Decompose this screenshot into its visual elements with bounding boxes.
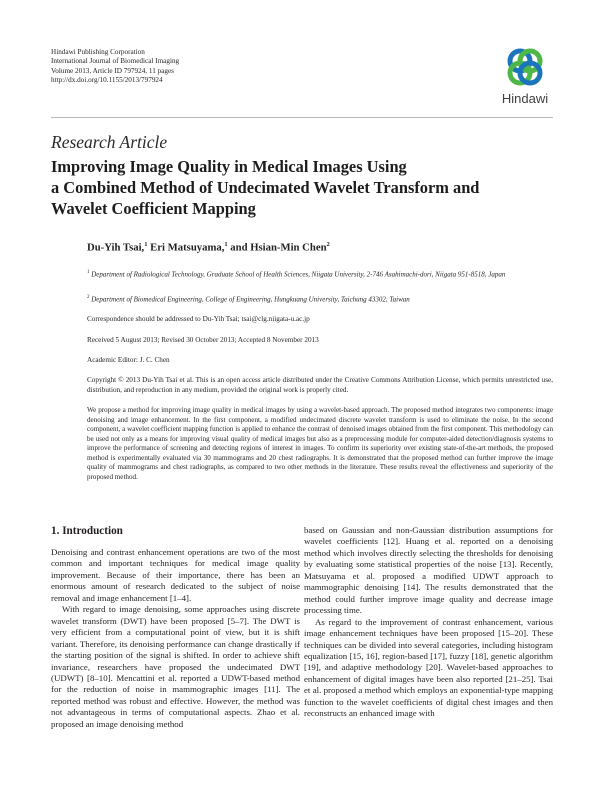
- left-column: [51, 547, 300, 730]
- hindawi-logo: [496, 46, 554, 106]
- affiliation-text: Department of Radiological Technology, Graduate School of Health Sciences, Niigata University, 2-746 Asahimachi-dori, Niigata 951-8518, Japan: [89, 270, 506, 279]
- title-line: Improving Image Quality in Medical Images Using: [51, 157, 407, 176]
- journal-name: International Journal of Biomedical Imaging: [51, 57, 180, 66]
- hindawi-logo-text: Hindawi: [501, 91, 549, 106]
- publication-info: [51, 48, 179, 86]
- affiliation-number: 2: [87, 295, 90, 300]
- author-name: Du-Yih Tsai,: [87, 241, 145, 254]
- publisher-name: Hindawi Publishing Corporation: [51, 48, 145, 56]
- correspondence: Correspondence should be addressed to Du-Yih Tsai; tsai@clg.niigata-u.ac.jp: [87, 315, 310, 323]
- paragraph: As regard to the improvement of contrast enhancement, various image enhancement techniques have been proposed [15–20]. These techniques can be divided into several categories, including histogram equalization [15, 16], region-based [17], fuzzy [18], genetic algorithm [19], and adaptive methodology [20]. Wavelet-based approaches to enhancement of digital images have been also reported [21–25]. Tsai et al. proposed a method which employs an exponential-type mapping function to the wavelet coefficients of digital chest images and then reconstructs an enhanced image with: [304, 616, 553, 719]
- received-dates: Received 5 August 2013; Revised 30 October 2013; Accepted 8 November 2013: [87, 336, 319, 344]
- paragraph: Denoising and contrast enhancement operations are two of the most common and important techniques for medical image quality improvement. Because of their importance, there has been an enormous amount of research dedicated to the subject of noise removal and image enhancement [1–4].: [51, 547, 300, 603]
- affiliation-2: [87, 293, 549, 305]
- abstract: We propose a method for improving image quality in medical images by using a wavelet-based approach. The proposed method integrates two components: image denoising and image enhancement. In the first component, a modified undecimated discrete wavelet transform is used to eliminate the noise. In the second component, a wavelet coefficient mapping function is applied to enhance the contrast of denoised images obtained from the first component. This methodology can be used not only as a means for improving visual quality of medical images but also as a preprocessing module for computer-aided detection/diagnosis systems to improve the performance of screening and detecting regions of interest in images. To confirm its superiority over existing state-of-the-art methods, the proposed method is experimentally evaluated via 30 mammograms and 20 chest radiographs. It is demonstrated that the proposed method can further improve the image quality of mammograms and chest radiographs, as compared to two other methods in the literature. These results reveal the effectiveness and superiority of the proposed method.: [87, 406, 553, 481]
- hindawi-rings-icon: [496, 46, 554, 92]
- author-list: [87, 241, 330, 254]
- paragraph: With regard to image denoising, some approaches using discrete wavelet transform (DWT) have been proposed [5–7]. The DWT is very efficient from a computational point of view, but it is shift variant. Therefore, its denoising performance can change drastically if the starting position of the signal is shifted. In order to achieve shift invariance, researchers have proposed the undecimated DWT (UDWT) [8–10]. Mencattini et al. reported a UDWT-based method for the reduction of noise in mammographic images [11]. The reported method was robust and effective. However, the method was not advantageous in terms of computational aspects. Zhao et al. proposed an image denoising method: [51, 604, 300, 729]
- author-affiliation-mark: 1: [224, 241, 228, 248]
- section-heading: 1. Introduction: [51, 525, 123, 537]
- author-name: Eri Matsuyama,: [147, 241, 225, 254]
- affiliation-text: Department of Biomedical Engineering, College of Engineering, Hungkuang University, Taichung 43302, Taiwan: [89, 295, 410, 304]
- affiliation-number: 1: [87, 270, 90, 275]
- author-name: and Hsian-Min Chen: [227, 241, 327, 254]
- paragraph: based on Gaussian and non-Gaussian distribution assumptions for wavelet coefficients [12]. Huang et al. reported on a denoising method which involves directly selecting the thresholds for denoising by evaluating some statistical properties of the noise [13]. Recently, Matsuyama et al. proposed a modified UDWT approach to mammographic denoising [14]. The results demonstrated that the method could further improve image quality and decrease image processing time.: [304, 525, 553, 616]
- author-affiliation-mark: 2: [326, 241, 330, 248]
- title-line: Wavelet Coefficient Mapping: [51, 198, 256, 218]
- author-affiliation-mark: 1: [144, 241, 148, 248]
- affiliation-1: [87, 268, 549, 280]
- title-line: a Combined Method of Undecimated Wavelet Transform and: [51, 177, 480, 197]
- volume-info: Volume 2013, Article ID 797924, 11 pages: [51, 66, 174, 75]
- doi-link[interactable]: http://dx.doi.org/10.1155/2013/797924: [51, 76, 163, 85]
- article-title: [51, 157, 561, 219]
- right-column: [304, 525, 553, 720]
- article-type: Research Article: [51, 132, 168, 152]
- copyright-notice: Copyright © 2013 Du-Yih Tsai et al. This is an open access article distributed under the Creative Commons Attribution License, which permits unrestricted use, distribution, and reproduction in any medium, provided the original work is properly cited.: [87, 376, 553, 394]
- header-divider: [51, 117, 553, 118]
- academic-editor: Academic Editor: J. C. Chen: [87, 356, 170, 364]
